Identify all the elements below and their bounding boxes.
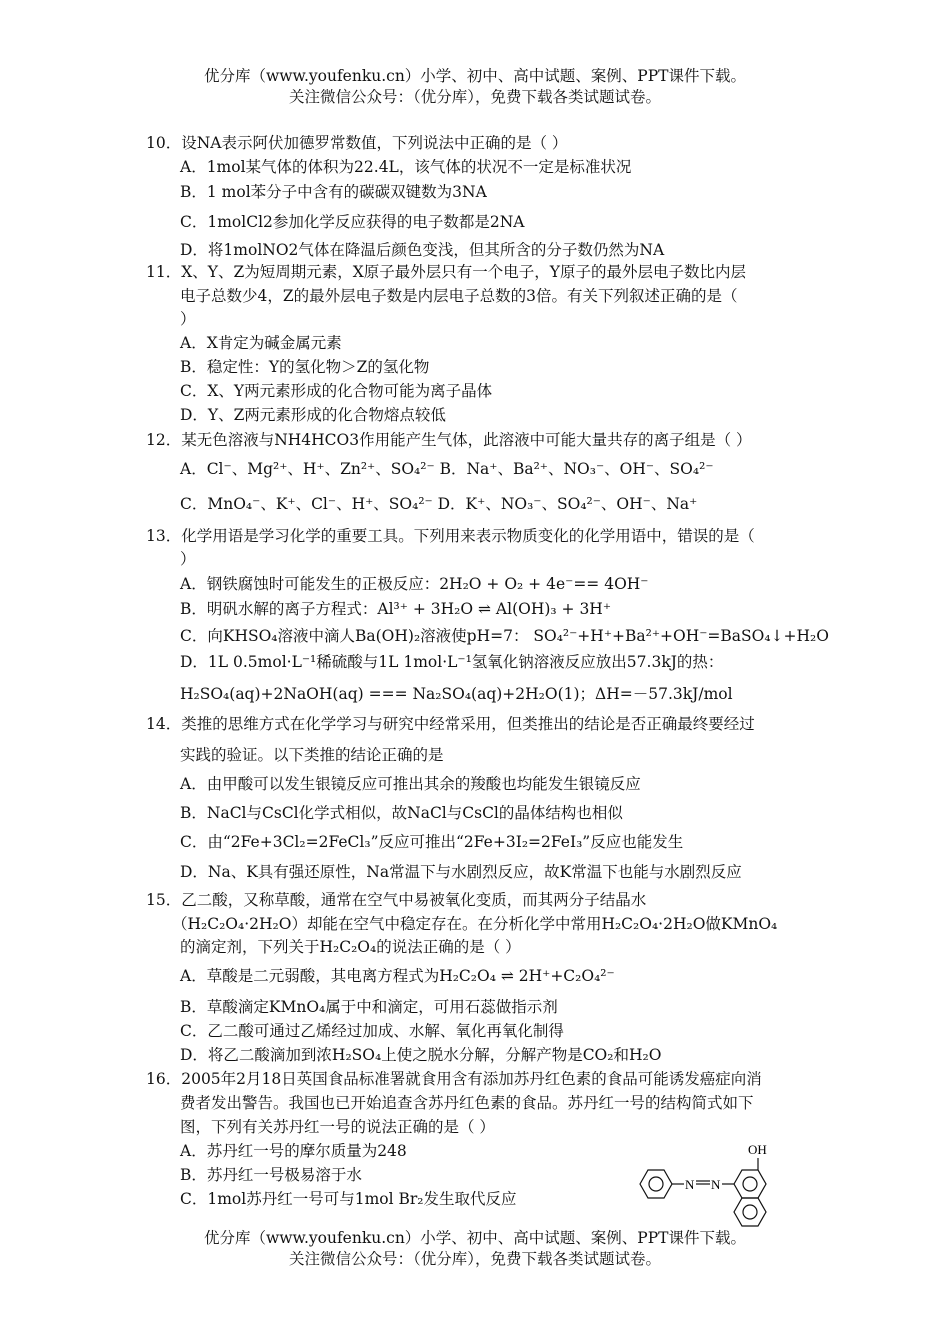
q11-stem-3: ） [180, 310, 196, 328]
header-line-2: 关注微信公众号：（优分库），免费下载各类试题试卷。 [288, 88, 661, 106]
q11-stem-1: 11．X、Y、Z为短周期元素，X原子最外层只有一个电子，Y原子的最外层电子数比内层 [146, 263, 747, 281]
q10-option-a: A．1mol某气体的体积为22.4L，该气体的状况不一定是标准状况 [180, 158, 632, 176]
q16-option-a: A．苏丹红一号的摩尔质量为248 [180, 1142, 407, 1160]
q11-option-a: A．X肯定为碱金属元素 [180, 334, 342, 352]
q16-stem-3: 图，下列有关苏丹红一号的说法正确的是（ ） [180, 1118, 495, 1136]
q10-stem: 10．设NA表示阿伏加德罗常数值，下列说法中正确的是（ ） [146, 134, 568, 152]
q16-stem-2: 费者发出警告。我国也已开始追查含苏丹红色素的食品。苏丹红一号的结构简式如下 [180, 1094, 754, 1112]
benzene-ring [640, 1170, 672, 1198]
q13-stem-2: ） [180, 550, 196, 568]
q13-stem-1: 13．化学用语是学习化学的重要工具。下列用来表示物质变化的化学用语中，错误的是（ [146, 527, 755, 545]
q16-option-b: B．苏丹红一号极易溶于水 [180, 1166, 362, 1184]
q13-option-a: A．钢铁腐蚀时可能发生的正极反应：2H₂O + O₂ + 4e⁻== 4OH⁻ [180, 575, 649, 593]
footer-line-1: 优分库（www.youfenku.cn）小学、初中、高中试题、案例、PPT课件下载。 [203, 1229, 747, 1247]
q11-option-c: C．X、Y两元素形成的化合物可能为离子晶体 [180, 382, 493, 400]
q14-option-d: D．Na、K具有强还原性，Na常温下与水剧烈反应，故K常温下也能与水剧烈反应 [180, 863, 742, 881]
struct-oh-label: OH [748, 1142, 767, 1157]
q14-option-b: B．NaCl与CsCl化学式相似，故NaCl与CsCl的晶体结构也相似 [180, 804, 623, 822]
q14-stem-1: 14．类推的思维方式在化学学习与研究中经常采用，但类推出的结论是否正确最终要经过 [146, 715, 755, 733]
footer-line-2: 关注微信公众号：（优分库），免费下载各类试题试卷。 [288, 1250, 661, 1268]
q15-stem-1: 15．乙二酸，又称草酸，通常在空气中易被氧化变质，而其两分子结晶水 [146, 891, 647, 909]
q14-option-c: C．由“2Fe+3Cl₂=2FeCl₃”反应可推出“2Fe+3I₂=2FeI₃”反应也能发生 [180, 833, 684, 851]
q15-option-a: A．草酸是二元弱酸，其电离方程式为H₂C₂O₄ ⇌ 2H⁺+C₂O₄²⁻ [180, 967, 615, 985]
sudan-red-structure [630, 1140, 790, 1240]
struct-n1-label: N [685, 1177, 695, 1192]
q11-option-d: D．Y、Z两元素形成的化合物熔点较低 [180, 406, 446, 424]
q14-stem-2: 实践的验证。以下类推的结论正确的是 [180, 746, 444, 764]
q12-stem: 12．某无色溶液与NH4HCO3作用能产生气体，此溶液中可能大量共存的离子组是（ ） [146, 431, 752, 449]
q12-options-cd: C．MnO₄⁻、K⁺、Cl⁻、H⁺、SO₄²⁻ D．K⁺、NO₃⁻、SO₄²⁻、OH⁻、Na⁺ [180, 495, 698, 513]
q16-stem-1: 16．2005年2月18日英国食品标准署就食用含有添加苏丹红色素的食品可能诱发癌症向消 [146, 1070, 762, 1088]
q13-option-c: C．向KHSO₄溶液中滴人Ba(OH)₂溶液使pH=7： SO₄²⁻+H⁺+Ba²⁺+OH⁻=BaSO₄↓+H₂O [180, 627, 829, 645]
q14-option-a: A．由甲酸可以发生银镜反应可推出其余的羧酸也均能发生银镜反应 [180, 775, 641, 793]
q15-option-c: C．乙二酸可通过乙烯经过加成、水解、氧化再氧化制得 [180, 1022, 564, 1040]
q15-option-d: D．将乙二酸滴加到浓H₂SO₄上使之脱水分解，分解产物是CO₂和H₂O [180, 1046, 662, 1064]
naphthalene-upper-ring [734, 1170, 766, 1198]
q12-options-ab: A．Cl⁻、Mg²⁺、H⁺、Zn²⁺、SO₄²⁻ B．Na⁺、Ba²⁺、NO₃⁻、OH⁻、SO₄²⁻ [180, 460, 714, 478]
q15-stem-3: 的滴定剂，下列关于H₂C₂O₄的说法正确的是（ ） [180, 938, 521, 956]
q15-stem-2: （H₂C₂O₄·2H₂O）却能在空气中稳定存在。在分析化学中常用H₂C₂O₄·2H₂O做KMnO₄ [172, 915, 778, 933]
q11-stem-2: 电子总数少4，Z的最外层电子数是内层电子总数的3倍。有关下列叙述正确的是（ [180, 287, 738, 305]
q13-option-b: B．明矾水解的离子方程式：Al³⁺ + 3H₂O ⇌ Al(OH)₃ + 3H⁺ [180, 600, 612, 618]
q10-option-d: D．将1molNO2气体在降温后颜色变浅，但其所含的分子数仍然为NA [180, 241, 665, 259]
struct-n2-label: N [711, 1177, 721, 1192]
q10-option-b: B．1 mol苯分子中含有的碳碳双键数为3NA [180, 183, 487, 201]
naphthalene-lower-ring [734, 1198, 766, 1226]
q13-option-d-2: H₂SO₄(aq)+2NaOH(aq) === Na₂SO₄(aq)+2H₂O(1)；ΔH=－57.3kJ/mol [180, 685, 733, 703]
q16-option-c: C．1mol苏丹红一号可与1mol Br₂发生取代反应 [180, 1190, 517, 1208]
q15-option-b: B．草酸滴定KMnO₄属于中和滴定，可用石蕊做指示剂 [180, 998, 558, 1016]
header-line-1: 优分库（www.youfenku.cn）小学、初中、高中试题、案例、PPT课件下载。 [203, 67, 747, 85]
q11-option-b: B．稳定性：Y的氢化物＞Z的氢化物 [180, 358, 430, 376]
q13-option-d-1: D．1L 0.5mol·L⁻¹稀硫酸与1L 1mol·L⁻¹氢氧化钠溶液反应放出57.3kJ的热： [180, 653, 724, 671]
q10-option-c: C．1molCl2参加化学反应获得的电子数都是2NA [180, 213, 525, 231]
